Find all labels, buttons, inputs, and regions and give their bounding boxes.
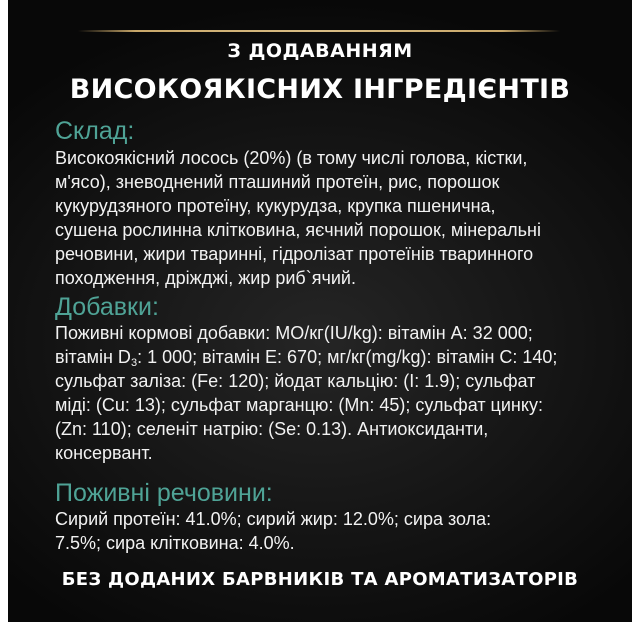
composition-line: речовини, жири тваринні, гідролізат протеїнів тваринного [55, 244, 534, 264]
gold-divider-line [78, 30, 560, 32]
composition-heading: Склад: [55, 117, 135, 145]
footer-claim: БЕЗ ДОДАНИХ БАРВНИКІВ ТА АРОМАТИЗАТОРІВ [61, 569, 579, 590]
ingredients-panel [8, 0, 632, 622]
additives-text [55, 321, 615, 465]
header-subtitle: З ДОДАВАННЯМ [227, 40, 413, 62]
additives-line: сульфат заліза: (Fe: 120); йодат кальцію: (I: 1.9); сульфат [55, 371, 536, 391]
header-title: ВИСОКОЯКІСНИХ ІНГРЕДІЄНТІВ [69, 74, 571, 105]
additives-line-part: : 1 000; вітамін Е: 670; мг/кг(mg/kg): вітамін С: 140; [137, 347, 558, 367]
nutrients-text [55, 507, 615, 555]
nutrients-heading: Поживні речовини: [55, 479, 273, 507]
additives-line: (Zn: 110); селеніт натрію: (Se: 0.13). Антиоксиданти, [55, 419, 489, 439]
composition-line: Високоякісний лосось (20%) (в тому числі голова, кістки, [55, 148, 528, 168]
additives-line: міді: (Cu: 13); сульфат марганцю: (Mn: 45); сульфат цинку: [55, 395, 543, 415]
composition-line: сушена рослинна клітковина, яєчний порошок, мінеральні [55, 220, 541, 240]
composition-line: м'ясо), зневоднений пташиний протеїн, рис, порошок [55, 172, 500, 192]
additives-line: Поживні кормові добавки: МО/кг(IU/kg): вітамін А: 32 000; [55, 323, 533, 343]
composition-text [55, 146, 615, 290]
subscript-3: 3 [130, 357, 138, 369]
additives-line-part: вітамін D [55, 347, 131, 367]
nutrients-line: 7.5%; сира клітковина: 4.0%. [55, 533, 295, 553]
additives-line: консервант. [55, 443, 153, 463]
additives-heading: Добавки: [55, 293, 159, 321]
composition-line: кукурудзяного протеїну, кукурудза, крупка пшенична, [55, 196, 496, 216]
additives-line-vitamin-d [55, 345, 615, 369]
nutrients-line: Сирий протеїн: 41.0%; сирий жир: 12.0%; сира зола: [55, 509, 492, 529]
composition-line: походження, дріжджі, жир риб`ячий. [55, 268, 356, 288]
